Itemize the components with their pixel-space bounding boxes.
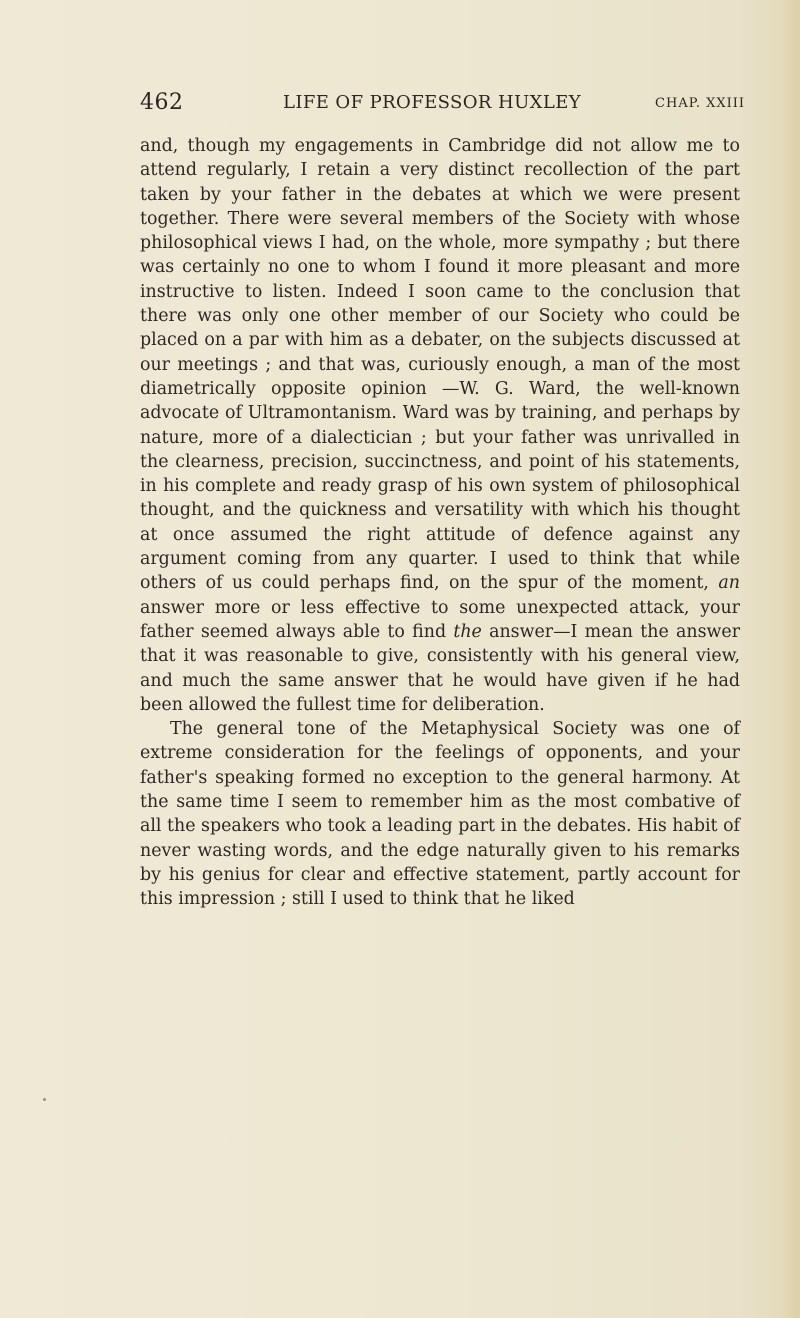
paragraph-1-text-c: answer—I mean the answer that it was reasonable to give, consistently with his general view, and much the same answer that he would have given if he had been allowed the fullest time for deliberation. (140, 621, 741, 715)
paragraph-1 (140, 134, 740, 717)
body-text (140, 134, 740, 912)
running-head (140, 90, 745, 120)
margin-speck (43, 1098, 46, 1101)
emphasis-an: an (718, 573, 740, 594)
paragraph-2: The general tone of the Metaphysical Society was one of extreme consideration for the feelings of opponents, and your father's speaking formed no exception to the general harmony. At the same time I seem to remember him as the most combative of all the speakers who took a leading part in the debates. His habit of never wasting words, and the edge naturally given to his remarks by his genius for clear and effective statement, partly account for this impression ; still I used to think that he liked (140, 719, 740, 910)
paragraph-1-text-a: and, though my engagements in Cambridge did not allow me to attend regularly, I retain a very distinct recollection of the part taken by your father in the debates at which we were present together. There were several members of the Society with whose philosophical views I had, on the whole, more sympathy ; but there was certainly no one to whom I found it more pleasant and more instructive to listen. Indeed I soon came to the conclusion that there was only one other member of our Society who could be placed on a par with him as a debater, on the subjects discussed at our meetings ; and that was, curiously enough, a man of the most diametrically opposite opinion —W. G. Ward, the well-known advocate of Ultramontanism. Ward was by training, and perhaps by nature, more of a dialectician ; but your father was unrivalled in the clearness, precision, succinctness, and point of his statements, in his complete and ready grasp of his own system of philosophical thought, and the quickness and versatility with which his thought at once assumed the right attitude of defence against any argument coming from any quarter. I used to think that while others of us could perhaps find, on the spur of the moment, (140, 136, 740, 594)
emphasis-the: the (453, 621, 482, 642)
chapter-label: CHAP. XXIII (655, 96, 745, 111)
running-title: LIFE OF PROFESSOR HUXLEY (283, 92, 582, 113)
page-number: 462 (140, 90, 184, 115)
paragraph-1-text-b: answer more or less effective to some unexpected attack, your father seemed always able to find (140, 597, 740, 642)
page-edge-shadow (782, 0, 800, 1318)
